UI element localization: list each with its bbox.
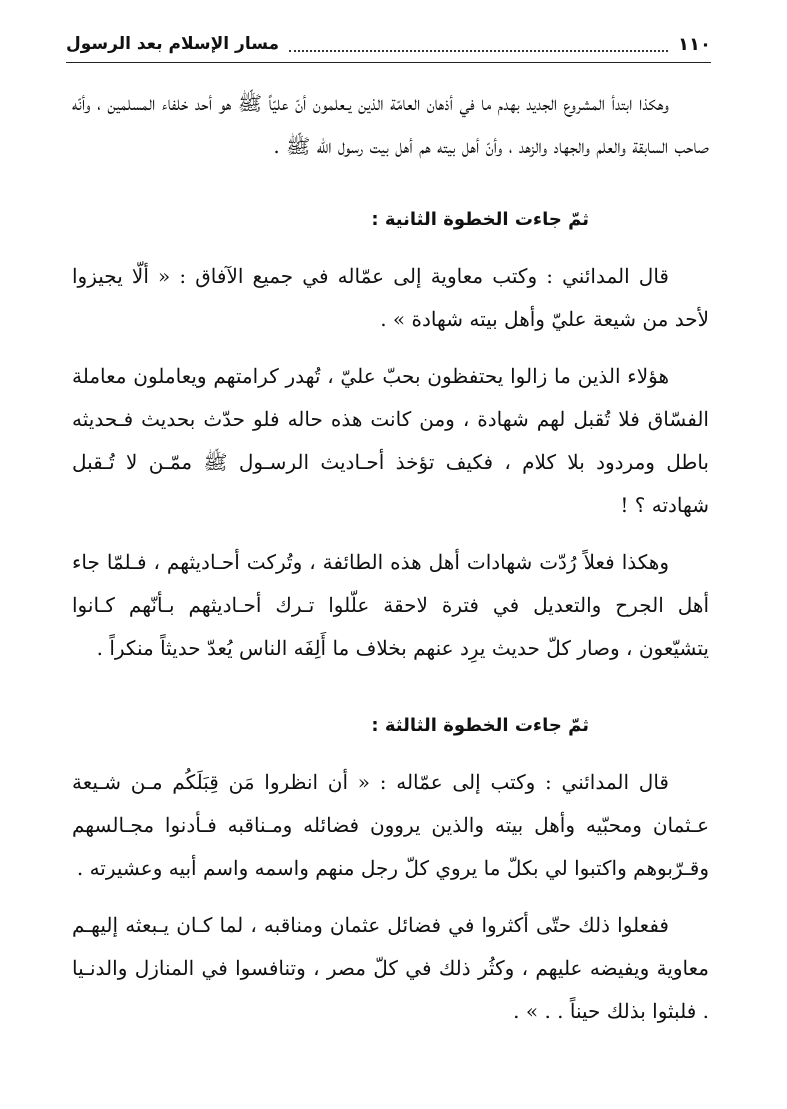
heading-third-step: ثمّ جاءت الخطوة الثالثة : [371, 715, 589, 736]
page-body [72, 80, 709, 1033]
header-dotted-leader [289, 36, 668, 52]
page-number: ١١٠ [678, 33, 711, 55]
paragraph-1: وهكذا ابتدأ المشروع الجديد بهدم ما في أذهان العامّة الذين يـعلمون أنّ عليّاً ﷺ هو أحد خلفاء المسلمين ، وأنّه صاحب السابقة والعلم والجهاد والزهد ، وأنّ أهل بيته هم أهل بيت رسول الله ﷺ . [72, 91, 709, 158]
paragraph-4: وهكذا فعلاً رُدّت شهادات أهل هذه الطائفة ، وتُركت أحـاديثهم ، فـلمّا جاء أهل الجرح والتعديل في فترة لاحقة علّلوا تـرك أحـاديثهم بـأنّهم كـانوا يتشيّعون ، وصار كلّ حديث يرِد عنهم بخلاف ما أَلِفَه الناس يُعدّ حديثاً منكراً . [72, 550, 709, 660]
paragraph-5: قال المدائني : وكتب إلى عمّاله : « أن انظروا مَن قِبَلَكُم مـن شـيعة عـثمان ومحبّيه وأهل بيته والذين يروون فضائله ومـناقبه فـأدنوا مجـالسهم وقـرّبوهم واكتبوا لي بكلّ ما يروي كلّ رجل منهم واسمه واسم أبيه وعشيرته . [72, 770, 709, 880]
heading-second-step: ثمّ جاءت الخطوة الثانية : [371, 209, 589, 230]
running-title: مسار الإسلام بعد الرسول [66, 34, 280, 54]
paragraph-2: قال المدائني : وكتب معاوية إلى عمّاله في جميع الآفاق : « ألّا يجيزوا لأحد من شيعة عليّ وأهل بيته شهادة » . [72, 264, 709, 331]
paragraph-6: ففعلوا ذلك حتّى أكثروا في فضائل عثمان ومناقبه ، لما كـان يـبعثه إليهـم معاوية ويفيضه عليهم ، وكثُر ذلك في كلّ مصر ، وتنافسوا في المنازل والدنـيا . فلبثوا بذلك حيناً . . » . [72, 913, 709, 1023]
page-header [66, 28, 711, 60]
paragraph-3: هؤلاء الذين ما زالوا يحتفظون بحبّ عليّ ، تُهدر كرامتهم ويعاملون معاملة الفسّاق فلا تُقبل لهم شهادة ، ومن كانت هذه حاله فلو حدّث بحديث فـحديثه باطل ومردود بلا كلام ، فكيف تؤخذ أحـاديث الرسـول ﷺ ممّـن لا تُـقبل شهادته ؟ ! [72, 364, 709, 517]
header-rule [66, 62, 711, 63]
